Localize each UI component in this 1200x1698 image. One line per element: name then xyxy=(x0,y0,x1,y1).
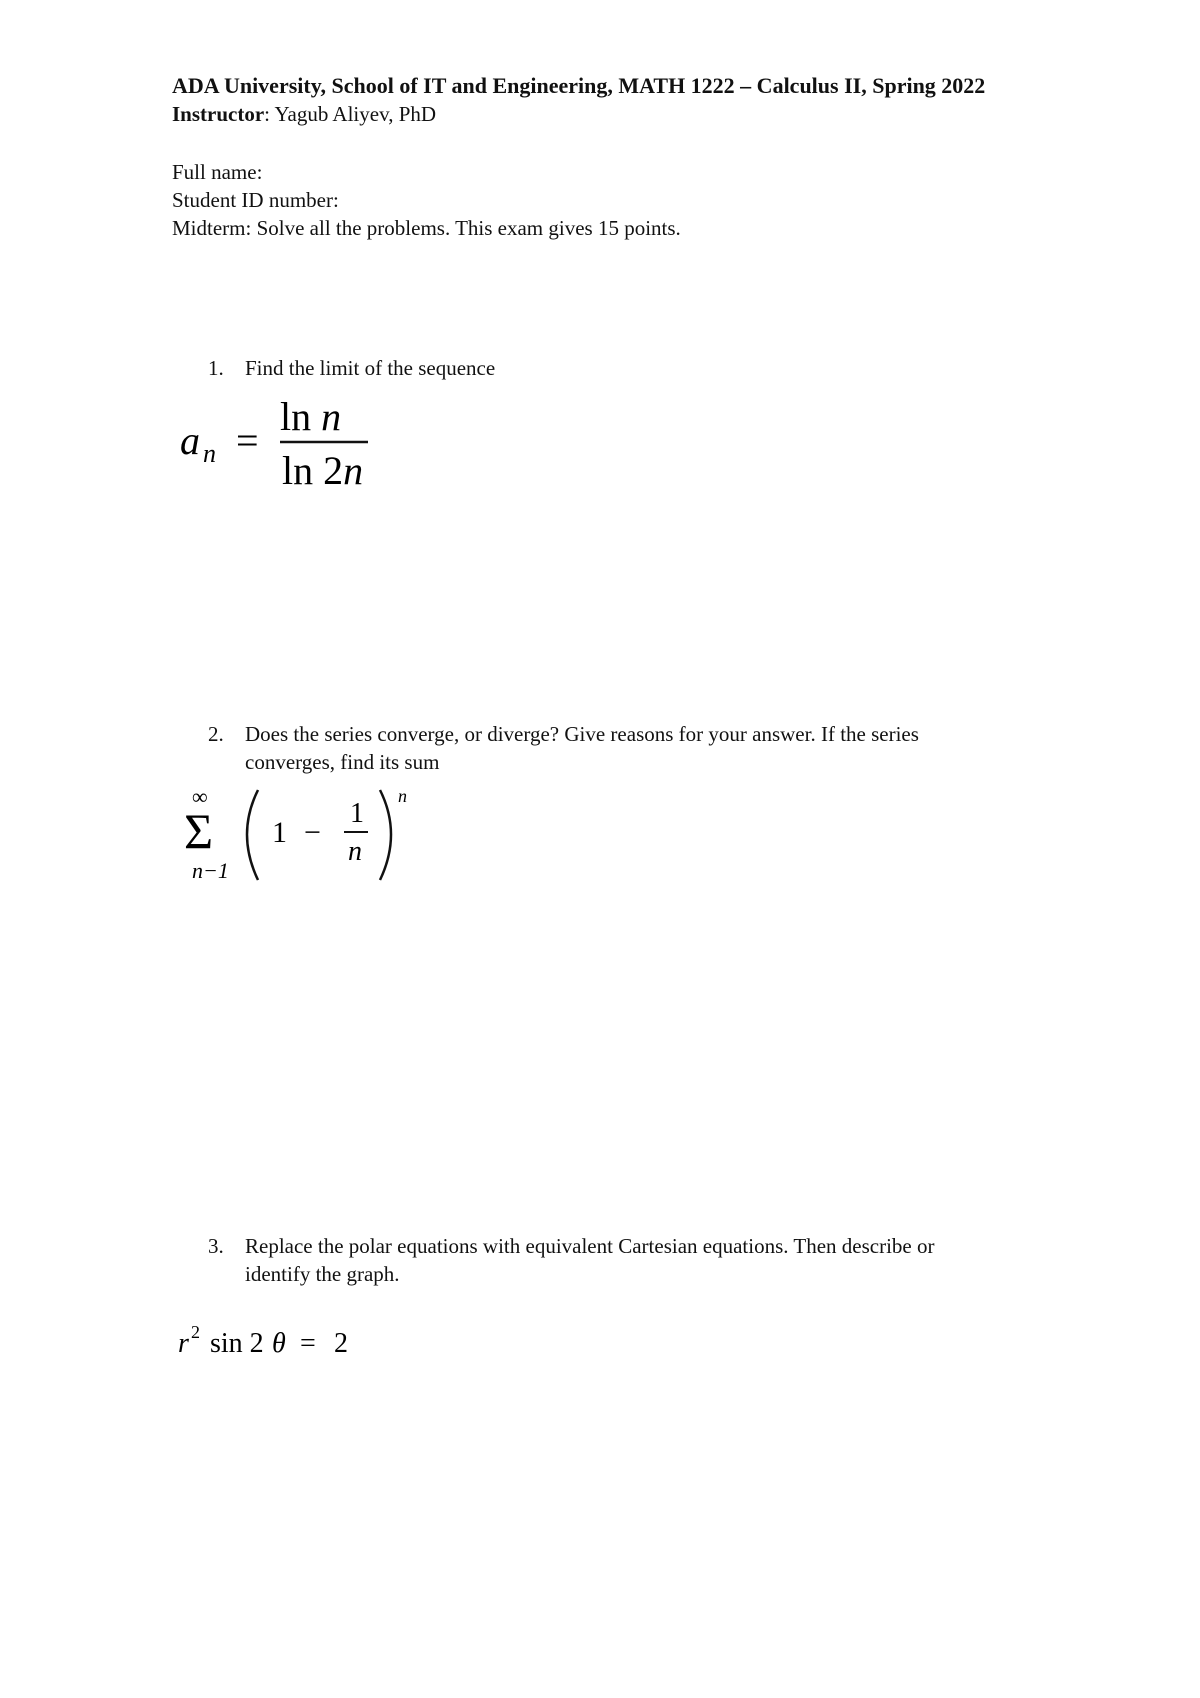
instructor-name: : Yagub Aliyev, PhD xyxy=(264,102,437,126)
series-sigma: Σ xyxy=(184,803,214,859)
instructor-label: Instructor xyxy=(172,102,265,126)
series-frac-denominator: n xyxy=(348,836,362,867)
series-lower-limit: n−1 xyxy=(192,858,229,883)
student-id-label: Student ID number: xyxy=(172,188,339,212)
problem-text-line-1: Does the series converge, or diverge? Give reasons for your answer. If the series xyxy=(245,722,919,746)
full-name-label: Full name: xyxy=(172,160,263,184)
left-paren xyxy=(247,790,258,880)
problem-text xyxy=(245,1232,1065,1288)
series-upper-limit: ∞ xyxy=(192,784,208,809)
series-exponent: n xyxy=(398,786,407,806)
polar-theta: θ xyxy=(272,1328,286,1359)
polar-sin: sin 2 xyxy=(210,1328,264,1359)
exam-instructions: Midterm: Solve all the problems. This exam gives 15 points. xyxy=(172,216,681,240)
formula-denominator: ln 2n xyxy=(282,448,364,493)
series-one: 1 xyxy=(272,816,287,849)
problem-text-line-1: Replace the polar equations with equivalent Cartesian equations. Then describe or xyxy=(245,1234,935,1258)
formula-lhs-sub: n xyxy=(203,439,216,468)
problem-number: 3. xyxy=(208,1234,224,1258)
formula-equals: = xyxy=(236,418,259,463)
problem-text-line-2: converges, find its sum xyxy=(245,750,440,774)
problem-text xyxy=(245,720,1065,776)
exam-header-title: ADA University, School of IT and Engineering, MATH 1222 – Calculus II, Spring 2022 xyxy=(172,73,986,98)
formula-sequence xyxy=(176,392,396,502)
polar-exponent: 2 xyxy=(191,1322,200,1342)
series-frac-numerator: 1 xyxy=(350,798,364,829)
formula-series xyxy=(180,780,420,890)
polar-equals: = xyxy=(300,1328,316,1359)
instructor-line xyxy=(172,100,436,128)
polar-rhs: 2 xyxy=(334,1328,348,1359)
series-minus: − xyxy=(304,816,321,849)
formula-polar xyxy=(176,1314,376,1364)
polar-r: r xyxy=(178,1328,189,1359)
problem-text: Find the limit of the sequence xyxy=(245,356,496,380)
problem-text-line-2: identify the graph. xyxy=(245,1262,400,1286)
problem-number: 2. xyxy=(208,722,224,746)
formula-numerator: ln n xyxy=(280,394,342,439)
right-paren xyxy=(380,790,391,880)
formula-lhs-var: a xyxy=(180,418,200,463)
problem-number: 1. xyxy=(208,356,224,380)
